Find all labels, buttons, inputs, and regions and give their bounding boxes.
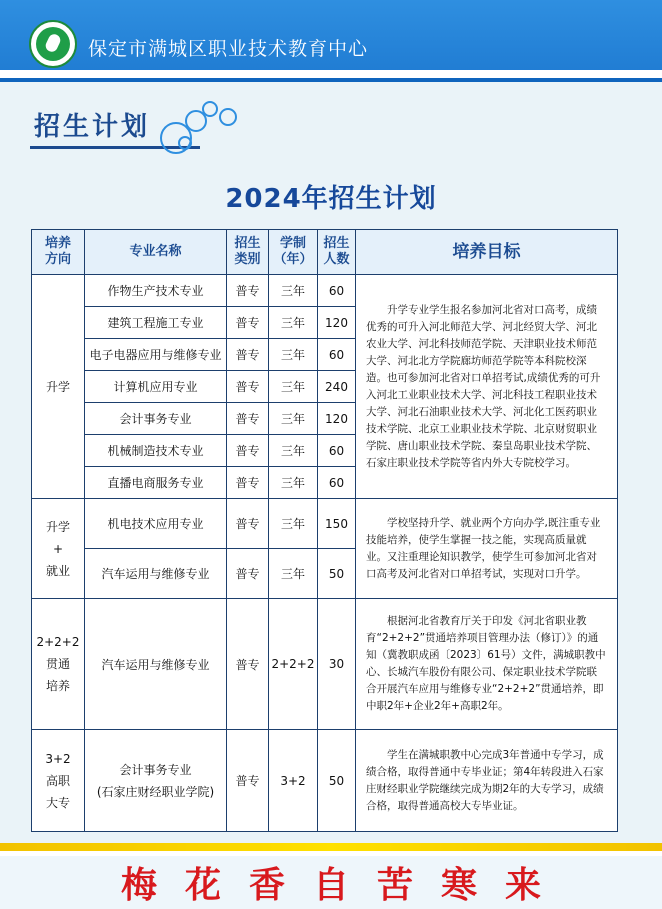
header-divider	[0, 70, 662, 78]
duration-cell: 三年	[269, 339, 318, 371]
direction-cell: 升学 + 就业	[32, 499, 85, 599]
duration-cell: 三年	[269, 435, 318, 467]
table-row	[32, 499, 618, 549]
duration-cell: 2+2+2	[269, 599, 318, 730]
major-cell: 计算机应用专业	[85, 371, 227, 403]
duration-cell: 3+2	[269, 730, 318, 832]
bubble-decoration	[178, 136, 192, 150]
category-cell: 普专	[227, 403, 269, 435]
count-cell: 240	[318, 371, 356, 403]
header-major: 专业名称	[85, 230, 227, 275]
page-title: 2024年招生计划	[225, 184, 437, 214]
count-cell: 120	[318, 403, 356, 435]
header-count: 招生 人数	[318, 230, 356, 275]
school-logo-icon	[29, 20, 77, 68]
goal-cell: 升学专业学生报名参加河北省对口高考，成绩优秀的可升入河北师范大学、河北经贸大学、河北农业大学、河北科技师范学院、天津职业技术师范大学、河北北方学院廊坊师范学院等本科院校深造。也可参加河北省对口单招考试,成绩优秀的可升入河北工业职业技术大学、河北科技工程职业技术大学、河北石油职业技术大学、河北化工医药职业技术学院、北京工业职业技术学院、北京财贸职业学院、唐山职业技术学院、秦皇岛职业技术学院、石家庄职业技术学院等省内外大专院校学习。	[356, 275, 618, 499]
major-cell: 会计事务专业	[85, 403, 227, 435]
category-cell: 普专	[227, 549, 269, 599]
category-cell: 普专	[227, 275, 269, 307]
duration-cell: 三年	[269, 307, 318, 339]
direction-cell: 3+2 高职 大专	[32, 730, 85, 832]
header-divider-dark	[0, 78, 662, 82]
major-cell: 汽车运用与维修专业	[85, 549, 227, 599]
table-row	[32, 599, 618, 730]
duration-cell: 三年	[269, 467, 318, 499]
major-cell: 电子电器应用与维修专业	[85, 339, 227, 371]
category-cell: 普专	[227, 499, 269, 549]
duration-cell: 三年	[269, 275, 318, 307]
header-direction: 培养 方向	[32, 230, 85, 275]
major-cell: 直播电商服务专业	[85, 467, 227, 499]
header-goal: 培养目标	[356, 230, 618, 275]
footer-slogan: 梅花香自苦寒来	[0, 856, 662, 909]
major-cell: 汽车运用与维修专业	[85, 599, 227, 730]
category-cell: 普专	[227, 339, 269, 371]
count-cell: 30	[318, 599, 356, 730]
count-cell: 60	[318, 339, 356, 371]
count-cell: 150	[318, 499, 356, 549]
category-cell: 普专	[227, 730, 269, 832]
enrollment-table	[31, 229, 618, 832]
major-cell: 作物生产技术专业	[85, 275, 227, 307]
category-cell: 普专	[227, 307, 269, 339]
duration-cell: 三年	[269, 371, 318, 403]
goal-cell: 根据河北省教育厅关于印发《河北省职业教育“2+2+2”贯通培养项目管理办法（修订）》的通知（冀教职成函〔2023〕61号）文件，满城职教中心、长城汽车股份有限公司、保定职业技术学院联合开展汽车应用与维修专业“2+2+2”贯通培养，即中职2年+企业2年+高职2年。	[356, 599, 618, 730]
table-row	[32, 275, 618, 307]
direction-cell: 2+2+2 贯通 培养	[32, 599, 85, 730]
major-cell: 建筑工程施工专业	[85, 307, 227, 339]
table-row	[32, 730, 618, 832]
count-cell: 60	[318, 467, 356, 499]
duration-cell: 三年	[269, 549, 318, 599]
goal-cell: 学校坚持升学、就业两个方向办学,既注重专业技能培养，使学生掌握一技之能，实现高质量就业。又注重理论知识教学，使学生可参加河北省对口高考及河北省对口单招考试，实现对口升学。	[356, 499, 618, 599]
bubble-decoration	[219, 108, 237, 126]
section-title: 招生计划	[34, 112, 151, 142]
header-category: 招生 类别	[227, 230, 269, 275]
table-header-row	[32, 230, 618, 275]
org-name: 保定市满城区职业技术教育中心	[88, 38, 369, 60]
header-duration: 学制 （年）	[269, 230, 318, 275]
count-cell: 60	[318, 435, 356, 467]
goal-cell: 学生在满城职教中心完成3年普通中专学习，成绩合格，取得普通中专毕业证；第4年转段进入石家庄财经职业学院继续完成为期2年的大专学习，成绩合格，取得普通高校大专毕业证。	[356, 730, 618, 832]
count-cell: 120	[318, 307, 356, 339]
direction-cell: 升学	[32, 275, 85, 499]
major-cell: 机械制造技术专业	[85, 435, 227, 467]
bubble-decoration	[202, 101, 218, 117]
count-cell: 60	[318, 275, 356, 307]
category-cell: 普专	[227, 371, 269, 403]
count-cell: 50	[318, 730, 356, 832]
category-cell: 普专	[227, 599, 269, 730]
major-cell: 机电技术应用专业	[85, 499, 227, 549]
category-cell: 普专	[227, 467, 269, 499]
category-cell: 普专	[227, 435, 269, 467]
count-cell: 50	[318, 549, 356, 599]
duration-cell: 三年	[269, 499, 318, 549]
duration-cell: 三年	[269, 403, 318, 435]
footer-stripe	[0, 843, 662, 851]
major-cell: 会计事务专业 (石家庄财经职业学院)	[85, 730, 227, 832]
